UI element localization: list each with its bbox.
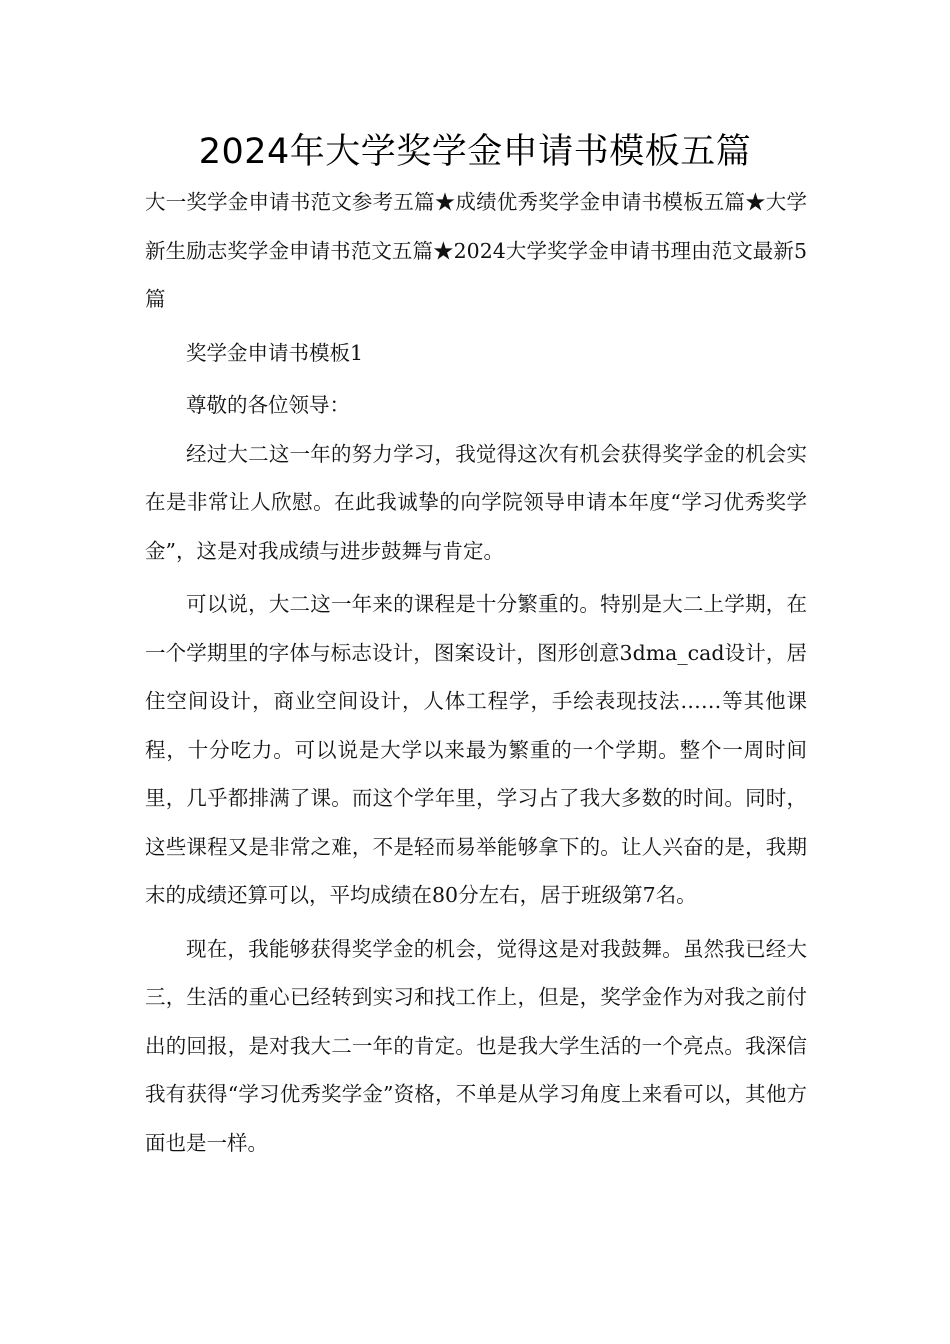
section-heading: 奖学金申请书模板1 <box>186 340 364 365</box>
salutation: 尊敬的各位领导： <box>186 393 350 417</box>
body-paragraph-2: 可以说，大二这一年来的课程是十分繁重的。特别是大二上学期，在一个学期里的字体与标志设计，图案设计，图形创意3dma_cad设计，居住空间设计，商业空间设计，人体工程学，手绘表现技法……等其他课程，十分吃力。可以说是大学以来最为繁重的一个学期。整个一周时间里，几乎都排满了课。而这个学年里，学习占了我大多数的时间。同时，这些课程又是非常之难，不是轻而易举能够拿下的。让人兴奋的是，我期末的成绩还算可以，平均成绩在80分左右，居于班级第7名。 <box>145 592 807 907</box>
document-body <box>145 178 807 1167</box>
body-paragraph-3: 现在，我能够获得奖学金的机会，觉得这是对我鼓舞。虽然我已经大三，生活的重心已经转到实习和找工作上，但是，奖学金作为对我之前付出的回报，是对我大二一年的肯定。也是我大学生活的一个亮点。我深信我有获得“学习优秀奖学金”资格，不单是从学习角度上来看可以，其他方面也是一样。 <box>145 936 807 1155</box>
body-paragraph-1: 经过大二这一年的努力学习，我觉得这次有机会获得奖学金的机会实在是非常让人欣慰。在此我诚挚的向学院领导申请本年度“学习优秀奖学金”，这是对我成绩与进步鼓舞与肯定。 <box>145 441 807 563</box>
document-title: 2024年大学奖学金申请书模板五篇 <box>198 132 752 172</box>
intro-paragraph: 大一奖学金申请书范文参考五篇★成绩优秀奖学金申请书模板五篇★大学新生励志奖学金申请书范文五篇★2024大学奖学金申请书理由范文最新5篇 <box>145 190 807 311</box>
